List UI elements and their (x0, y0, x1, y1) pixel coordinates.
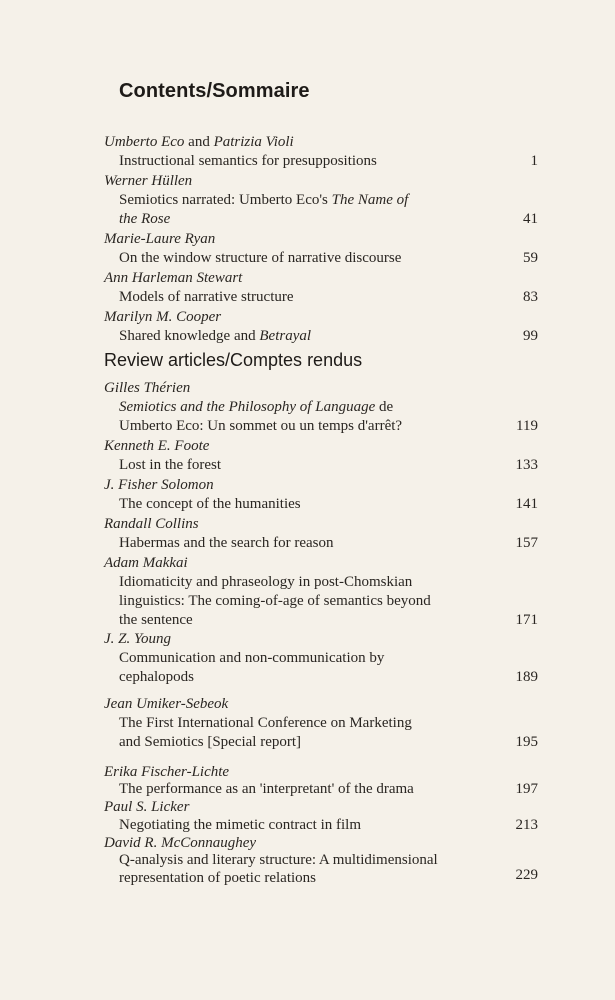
review-page-number: 157 (515, 535, 538, 551)
entry-author: Werner Hüllen (104, 173, 193, 189)
review-title-continued: the sentence (119, 612, 193, 628)
entry-title: On the window structure of narrative discourse (119, 250, 402, 266)
title-text: Semiotics narrated: Umberto Eco's (119, 192, 332, 208)
review-author: Gilles Thérien (104, 380, 191, 396)
review-title: Lost in the forest (119, 457, 222, 473)
review-title: The First International Conference on Marketing (119, 715, 412, 731)
entry-author (104, 133, 294, 152)
review-author: J. Z. Young (104, 631, 171, 647)
review-title: Communication and non-communication by (119, 650, 385, 666)
entry-title: Models of narrative structure (119, 289, 294, 305)
title-text: Shared knowledge and (119, 328, 260, 344)
author-conjunction: and (184, 134, 214, 150)
review-page-number: 195 (515, 734, 538, 750)
review-author: Kenneth E. Foote (104, 438, 210, 454)
review-author: Jean Umiker-Sebeok (104, 696, 229, 712)
entry-page-number: 99 (523, 328, 538, 344)
entry-title (119, 327, 311, 346)
review-page-number: 213 (515, 817, 538, 833)
entry-page-number: 83 (523, 289, 538, 305)
entry-author: Ann Harleman Stewart (104, 270, 243, 286)
entry-title (119, 191, 408, 210)
review-page-number: 189 (515, 669, 538, 685)
review-author: Paul S. Licker (104, 799, 190, 815)
title-italic: The Name of (331, 192, 409, 208)
review-author: Erika Fischer-Lichte (104, 764, 230, 780)
review-title-continued: cephalopods (119, 669, 194, 685)
review-title-continued: Umberto Eco: Un sommet ou un temps d'arrêt? (119, 418, 403, 434)
entry-title-continued: the Rose (119, 211, 171, 227)
author-name: Patrizia Violi (213, 134, 294, 150)
entry-page-number: 1 (530, 153, 538, 169)
review-page-number: 229 (515, 867, 538, 883)
review-author: Adam Makkai (104, 555, 188, 571)
title-italic: Semiotics and the Philosophy of Language (119, 399, 376, 415)
author-name: Umberto Eco (104, 134, 185, 150)
review-title: Habermas and the search for reason (119, 535, 334, 551)
review-title: The performance as an 'interpretant' of the drama (119, 781, 414, 797)
review-author: David R. McConnaughey (104, 835, 257, 851)
title-text: de (375, 399, 394, 415)
review-page-number: 119 (516, 418, 538, 434)
review-author: Randall Collins (104, 516, 199, 532)
entry-page-number: 59 (523, 250, 538, 266)
review-title-continued: representation of poetic relations (119, 870, 317, 886)
entry-author: Marie-Laure Ryan (104, 231, 216, 247)
review-title-continued: linguistics: The coming-of-age of semantics beyond (119, 593, 431, 609)
entry-author: Marilyn M. Cooper (104, 309, 222, 325)
entry-title: Instructional semantics for presuppositions (119, 153, 377, 169)
review-author: J. Fisher Solomon (104, 477, 214, 493)
review-page-number: 197 (515, 781, 538, 797)
review-title: The concept of the humanities (119, 496, 301, 512)
review-page-number: 141 (515, 496, 538, 512)
review-title: Negotiating the mimetic contract in film (119, 817, 362, 833)
contents-heading: Contents/Sommaire (119, 80, 310, 102)
review-page-number: 133 (515, 457, 538, 473)
review-title: Idiomaticity and phraseology in post-Chomskian (119, 574, 413, 590)
review-title (119, 398, 393, 417)
review-heading: Review articles/Comptes rendus (104, 350, 363, 370)
review-title: Q-analysis and literary structure: A multidimensional (119, 852, 438, 868)
review-title-continued: and Semiotics [Special report] (119, 734, 302, 750)
entry-page-number: 41 (523, 211, 538, 227)
review-page-number: 171 (515, 612, 538, 628)
title-italic: Betrayal (259, 328, 312, 344)
